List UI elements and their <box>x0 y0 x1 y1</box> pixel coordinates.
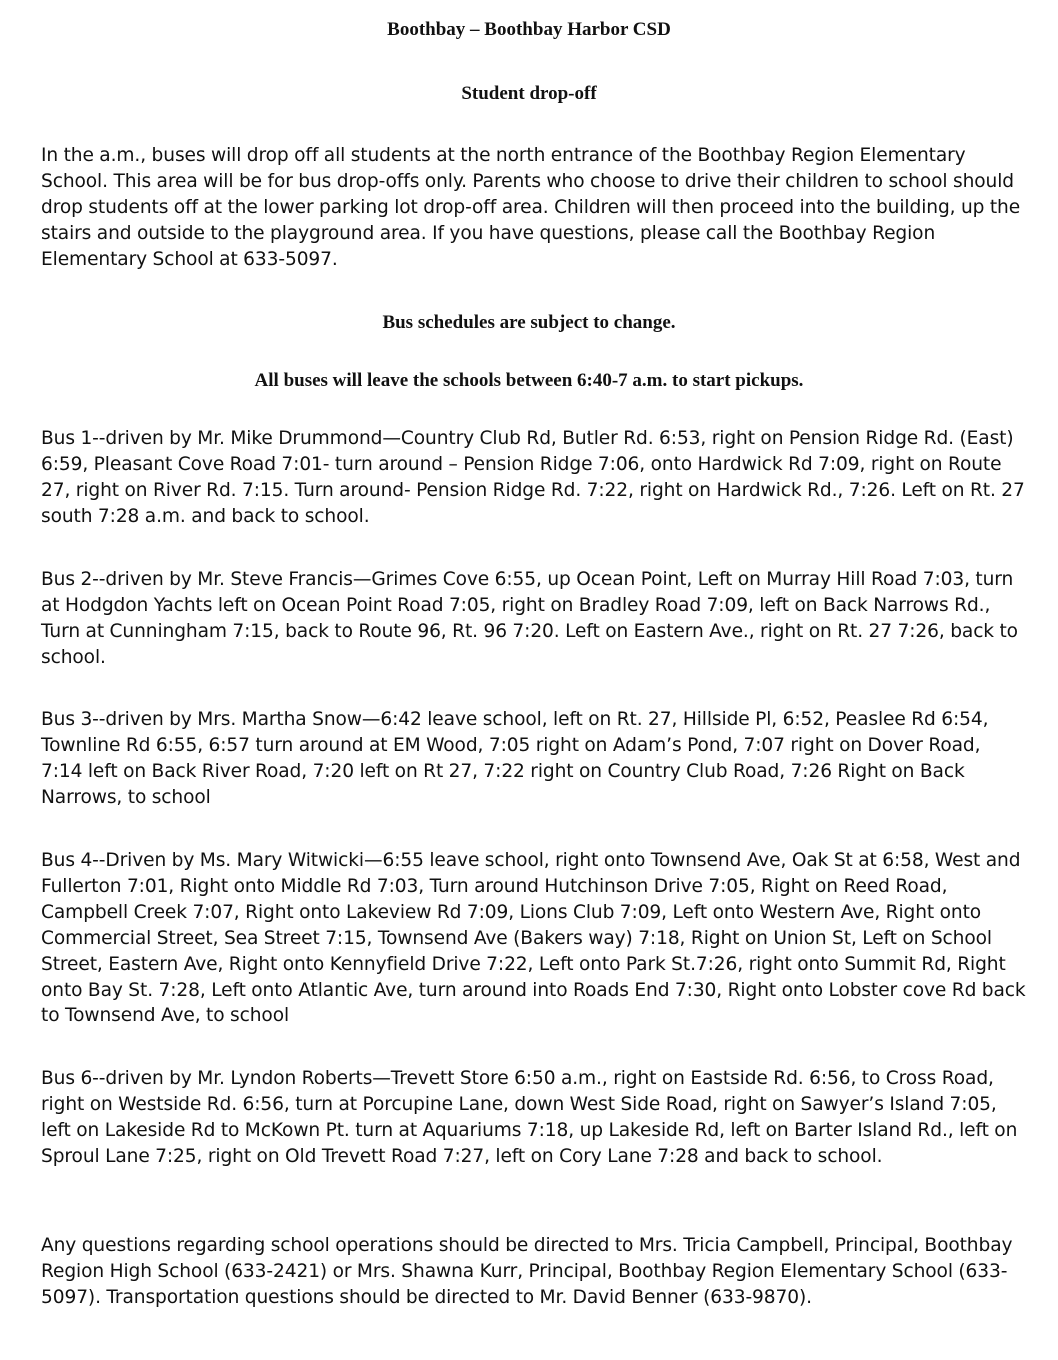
document-title: Boothbay – Boothbay Harbor CSD <box>387 19 671 40</box>
contact-paragraph: Any questions regarding school operations should be directed to Mrs. Tricia Campbell, Principal, Boothbay Region High School (633-2421) or Mrs. Shawna Kurr, Principal, Boothbay Region Elementary School (633-5097). Transportation questions should be directed to Mr. David Benner (633-9870). <box>41 1235 1013 1308</box>
bus-route-3: Bus 3--driven by Mrs. Martha Snow—6:42 leave school, left on Rt. 27, Hillside Pl, 6:52, Peaslee Rd 6:54, Townline Rd 6:55, 6:57 turn around at EM Wood, 7:05 right on Adam’s Pond, 7:07 right on Dover Road, 7:14 left on Back River Road, 7:20 left on Rt 27, 7:22 right on Country Club Road, 7:26 Right on Back Narrows, to school <box>41 709 989 808</box>
bus-route-1: Bus 1--driven by Mr. Mike Drummond—Country Club Rd, Butler Rd. 6:53, right on Pension Ridge Rd. (East) 6:59, Pleasant Cove Road 7:01- turn around – Pension Ridge 7:06, onto Hardwick Rd 7:09, right on Route 27, right on River Rd. 7:15. Turn around- Pension Ridge Rd. 7:22, right on Hardwick Rd., 7:26. Left on Rt. 27 south 7:28 a.m. and back to school. <box>41 428 1025 527</box>
section-heading-dropoff: Student drop-off <box>461 83 597 104</box>
bus-route-2: Bus 2--driven by Mr. Steve Francis—Grimes Cove 6:55, up Ocean Point, Left on Murray Hill Road 7:03, turn at Hodgdon Yachts left on Ocean Point Road 7:05, right on Bradley Road 7:09, left on Back Narrows Rd., Turn at Cunningham 7:15, back to Route 96, Rt. 96 7:20. Left on Eastern Ave., right on Rt. 27 7:26, back to school. <box>41 569 1018 668</box>
departure-notice: All buses will leave the schools between 6:40-7 a.m. to start pickups. <box>254 370 804 391</box>
bus-route-6: Bus 6--driven by Mr. Lyndon Roberts—Trevett Store 6:50 a.m., right on Eastside Rd. 6:56, to Cross Road, right on Westside Rd. 6:56, turn at Porcupine Lane, down West Side Road, right on Sawyer’s Island 7:05, left on Lakeside Rd to McKown Pt. turn at Aquariums 7:18, up Lakeside Rd, left on Barter Island Rd., left on Sproul Lane 7:25, right on Old Trevett Road 7:27, left on Cory Lane 7:28 and back to school. <box>41 1068 1018 1167</box>
bus-route-4: Bus 4--Driven by Ms. Mary Witwicki—6:55 leave school, right onto Townsend Ave, Oak St at 6:58, West and Fullerton 7:01, Right onto Middle Rd 7:03, Turn around Hutchinson Drive 7:05, Right on Reed Road, Campbell Creek 7:07, Right onto Lakeview Rd 7:09, Lions Club 7:09, Left onto Western Ave, Right onto Commercial Street, Sea Street 7:15, Townsend Ave (Bakers way) 7:18, Right on Union St, Left on School Street, Eastern Ave, Right onto Kennyfield Drive 7:22, Left onto Park St.7:26, right onto Summit Rd, Right onto Bay St. 7:28, Left onto Atlantic Ave, turn around into Roads End 7:30, Right onto Lobster cove Rd back to Townsend Ave, to school <box>41 850 1026 1027</box>
dropoff-paragraph: In the a.m., buses will drop off all students at the north entrance of the Boothbay Region Elementary School. This area will be for bus drop-offs only. Parents who choose to drive their children to school should drop students off at the lower parking lot drop-off area. Children will then proceed into the building, up the stairs and outside to the playground area. If you have questions, please call the Boothbay Region Elementary School at 633-5097. <box>41 145 1021 270</box>
schedule-notice: Bus schedules are subject to change. <box>382 312 676 333</box>
